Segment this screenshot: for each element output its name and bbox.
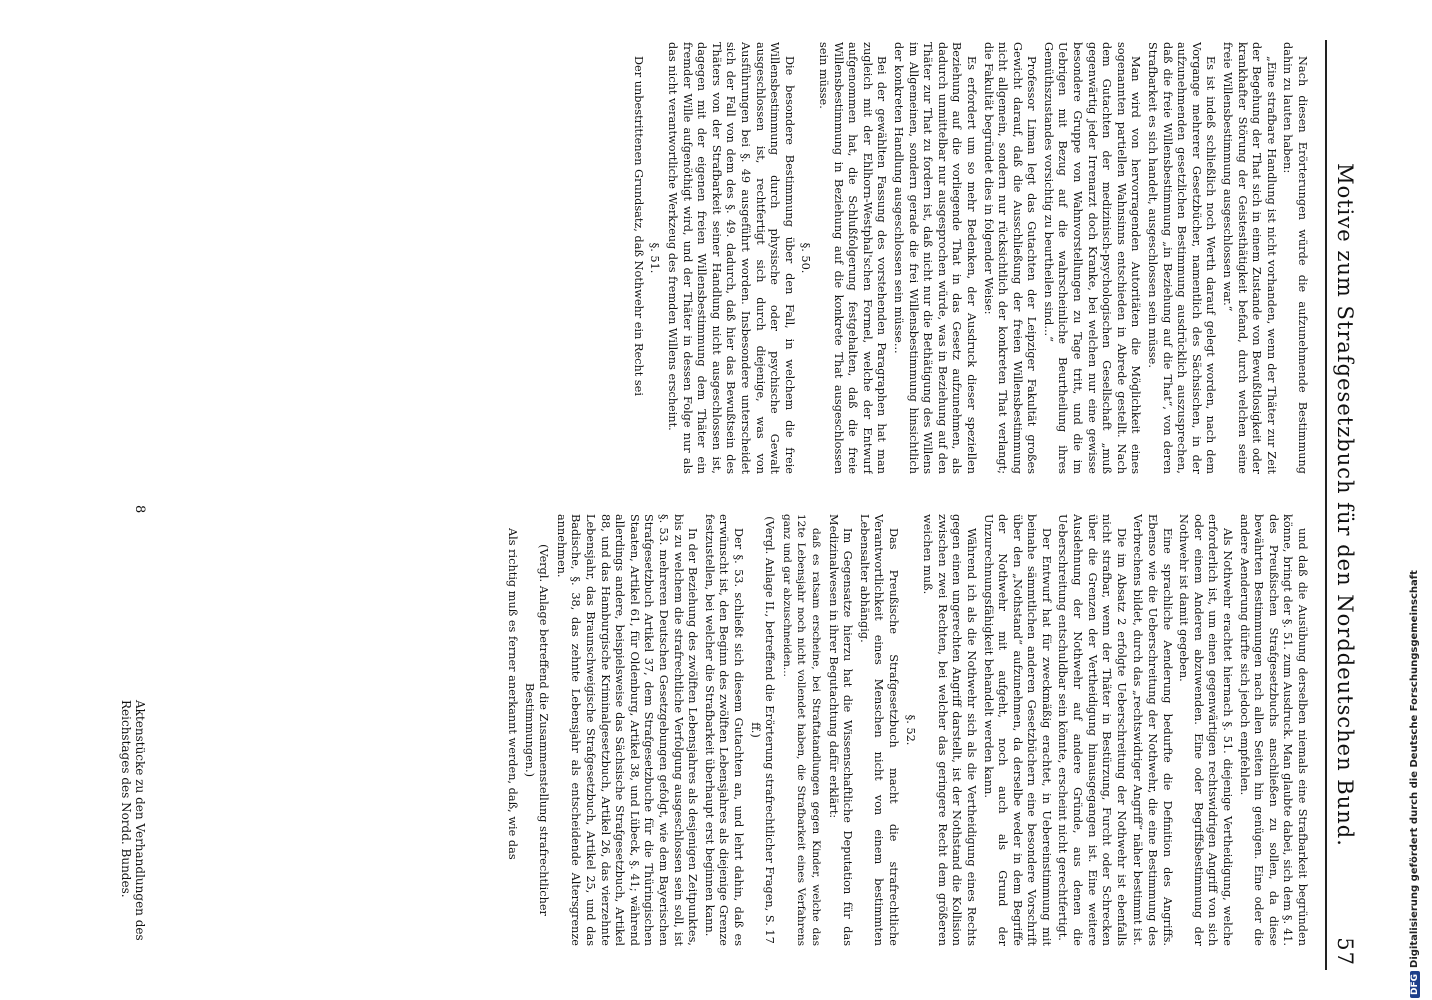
dfg-logo-icon: DFG [1410, 971, 1420, 998]
page-header [1325, 40, 1357, 970]
page-title: Motive zum Strafgesetzbuch für den Norddeutschen Bund. [1333, 163, 1357, 847]
paragraph: Es ist indeß schließlich noch Werth darauf gelegt worden, nach dem Vorgange mehrerer Gesetzbücher, namentlich des Sächsischen, in der aufzunehmenden gesetzlichen Bestimmung ausdrücklich auszusprechen, daß die freie Willensbestimmung „in Beziehung auf die That“, von deren Strafbarkeit es sich handelt, ausgeschlossen sein müsse. [1146, 42, 1218, 474]
paragraph: und daß die Ausübung derselben niemals eine Strafbarkeit begründen könne, bringt der §. 51. zum Ausdruck. Man glaubte dabei, sich dem §. 41. des Preußischen Strafgesetzbuchs anschließen zu sollen, da diese bewährten Bestimmungen nach allen Seiten hin genügen. Eine oder die andere Aenderung dürfte sich jedoch empfehlen. [1237, 514, 1309, 946]
catchword-line: Aktenstücke zu den Verhandlungen des Reichstages des Nordd. Bundes. [119, 700, 147, 941]
paragraph: Eine sprachliche Aenderung bedurfte die Definition des Angriffs. Ebenso wie die Ueberschreitung der Nothwehr, die eine Bestimmung des Verbrechens bildet, durch das „rechtswidriger Angriff“ näher bestimmt ist. [1131, 514, 1174, 946]
paragraph: Man wird von hervorragenden Autoritäten die Möglichkeit eines sogenannten partiellen Wahnsinns entschieden in Abrede gestellt. Nach dem Gutachten der medizinisch-psychologischen Gesellschaft „muß gegenwärtig jeder Irrenarzt doch Kranke, bei welchen nur eine gewisse besondere Gruppe von Wahnvorstellungen zu Tage tritt, und die im Uebrigen mit Bezug auf die wahrscheinliche Beurtheilung ihres Gemüthszustandes vorsichtig zu beurtheilen sind...“ [1041, 42, 1143, 474]
paragraph: Der Entwurf hat für zweckmäßig erachtet, in Uebereinstimmung mit beinahe sämmtlichen anderen Gesetzbüchern eine besondere Vorschrift über den „Nothstand“ aufzunehmen, da derselbe weder in dem Begriffe der Nothwehr mit aufgeht, noch auch als Grund der Unzurechnungsfähigkeit behandelt werden kann. [981, 514, 1053, 946]
paragraph: Bei der gewählten Fassung des vorstehenden Paragraphen hat man zugleich mit der Ehlhorn-Westphal'schen Formel, welche der Entwurf aufgenommen hat, die Schlußfolgerung festgehalten, daß die freie Willensbestimmung in Beziehung auf die konkrete That ausgeschlossen sein müsse. [817, 42, 889, 474]
paragraph: Nach diesen Erörterungen würde die aufzunehmende Bestimmung dahin zu lauten haben: [1281, 42, 1309, 474]
paragraph: In der Beziehung des zwölften Lebensjahres als desjenigen Zeitpunktes, bis zu welchem die strafrechtliche Verfolgung ausgeschlossen sein soll, ist §. 53. mehreren Deutschen Gesetzgebungen gefolgt, wie dem Bayerischen Strafgesetzbuch Artikel 37, dem Strafgesetzbuche für die Thüringischen Staaten, Artikel 61, für Oldenburg, Artikel 38, und Lübeck, §. 41; während allerdings andere, beispielsweise das Sächsische Strafgesetzbuch, Artikel 88, und das Hamburgische Kriminalgesetzbuch, Artikel 26, das vierzehnte Lebensjahr, das Braunschweigische Strafgesetzbuch, Artikel 25, und das Badische, §. 38, das zehnte Lebensjahr als entscheidende Altersgrenze annehmen. [554, 514, 700, 946]
paragraph: Als Nothwehr erachtet hiernach §. 51. diejenige Vertheidigung, welche erforderlich ist, um einen gegenwärtigen rechtswidrigen Angriff von sich oder einem Anderen abzuwenden. Eine oder Begriffsbestimmung der Nothwehr ist damit gegeben. [1177, 514, 1235, 946]
paragraph: Während ich als die Nothwehr sich als die Vertheidigung eines Rechts gegen einen ungerechten Angriff darstellt, ist der Nothstand die Kollision zwischen zwei Rechten, bei welcher das geringere Recht dem größeren weichen muß. [921, 514, 978, 946]
credit-text: Digitalisierung gefördert durch die Deutsche Forschungsgemeinschaft [1409, 570, 1420, 968]
reference-note: (Vergl. Anlage II., betreffend die Erörterung strafrechtlicher Fragen, S. 17 ff.) [748, 516, 777, 944]
paragraph: Die im Absatz 2 erfolgte Ueberschreitung der Nothwehr ist ebenfalls nicht strafbar, wenn der Thäter in Bestürzung, Furcht oder Schrecken über die Grenzen der Vertheidigung hinausgegangen ist. Eine weitere Ausdehnung der Nothwehr auf andere Gründe, aus denen die Ueberschreitung entschuldbar sein könnte, erscheint nicht gerechtfertigt. [1056, 514, 1128, 946]
paragraph: Das Preußische Strafgesetzbuch macht die strafrechtliche Verantwortlichkeit eines Menschen nicht von einem bestimmten Lebensalter abhängig. [857, 514, 900, 946]
paragraph: Der unbestrittenen Grundsatz, daß Nothwehr ein Recht sei [631, 56, 645, 396]
paragraph: „Eine strafbare Handlung ist nicht vorhanden, wenn der Thäter zur Zeit der Begehung der That sich in einem Zustande von Bewußtlosigkeit oder krankhafter Störung der Geistesthätigkeit befand, durch welchen seine freie Willensbestimmung ausgeschlossen war.“ [1221, 42, 1278, 474]
page-number: 57 [1333, 937, 1357, 966]
paragraph: Der §. 53. schließt sich diesem Gutachten an, und lehrt dahin, daß es erwünscht ist, den Beginn des zwölften Lebensjahres als diejenige Grenze festzustellen, bei welcher die Strafbarkeit überhaupt erst beginnen kann. [702, 514, 746, 946]
right-column [159, 514, 1309, 946]
paragraph: Im Gegensatze hierzu hat die Wissenschaftliche Deputation für das Medizinalwesen in ihrer Begutachtung dafür erklärt: [826, 514, 855, 946]
digitization-credit [1409, 570, 1420, 998]
paragraph: Professor Liman legt das Gutachten der Leipziger Fakultät großes Gewicht darauf, daß die Ausschließung der freien Willensbestimmung nicht allgemein, sondern nur rücksichtlich der konkreten That verlangt; die Fakultät begründet dies in folgender Weise: [981, 42, 1039, 474]
paragraph: Die besondere Bestimmung über den Fall, in welchem die freie Willensbestimmung durch physische oder psychische Gewalt ausgeschlossen ist, rechtfertigt sich durch diejenige, was von Ausführungen bei §. 49 ausgeführt worden. Insbesondere unterscheidet sich der Fall von dem des §. 49. dadurch, daß hier das Bewußtsein des Thäters von der Strafbarkeit seiner Handlung nicht ausgeschlossen ist, dagegen mit der eigenen freien Willensbestimmung dem Thäter ein fremder Wille aufgenöthigt wird, und der Thäter in dessen Folge nur als das nicht verantwortliche Werkzeug des fremden Willens erscheint. [666, 42, 796, 474]
paragraph: daß es ratsam erscheine, bei Straftatandlungen gegen Kinder, welche das 12te Lebensjahr noch nicht vollendet haben, die Strafbarkeit eines Verfahrens ganz und gar abzuschneiden... [780, 514, 822, 946]
section-heading: §. 52. [903, 714, 917, 746]
paragraph: Es erfordert um so mehr Bedenken, der Ausdruck dieser speziellen Beziehung auf die vorliegende That in das Gesetz aufzunehmen, als dadurch unmittelbar nur ausgesprochen würde, was in Beziehung auf den Thäter zur That zu fordern ist, daß nicht nur die Bethätigung des Willens im Allgemeinen, sondern gerade die frei Willensbestimmung hinsichtlich der konkreten Handlung ausgeschlossen sein müsse... [891, 42, 978, 474]
paragraph: Als richtig muß es ferner anerkannt werden, daß, wie das [506, 528, 520, 860]
signature-mark: 8 [132, 505, 147, 514]
reference-note: (Vergl. Anlage betreffend die Zusammenstellung strafrechtlicher Bestimmungen.) [522, 544, 551, 916]
section-heading: §. 51. [648, 242, 662, 274]
section-heading: §. 50. [799, 242, 813, 274]
left-column [159, 42, 1309, 474]
